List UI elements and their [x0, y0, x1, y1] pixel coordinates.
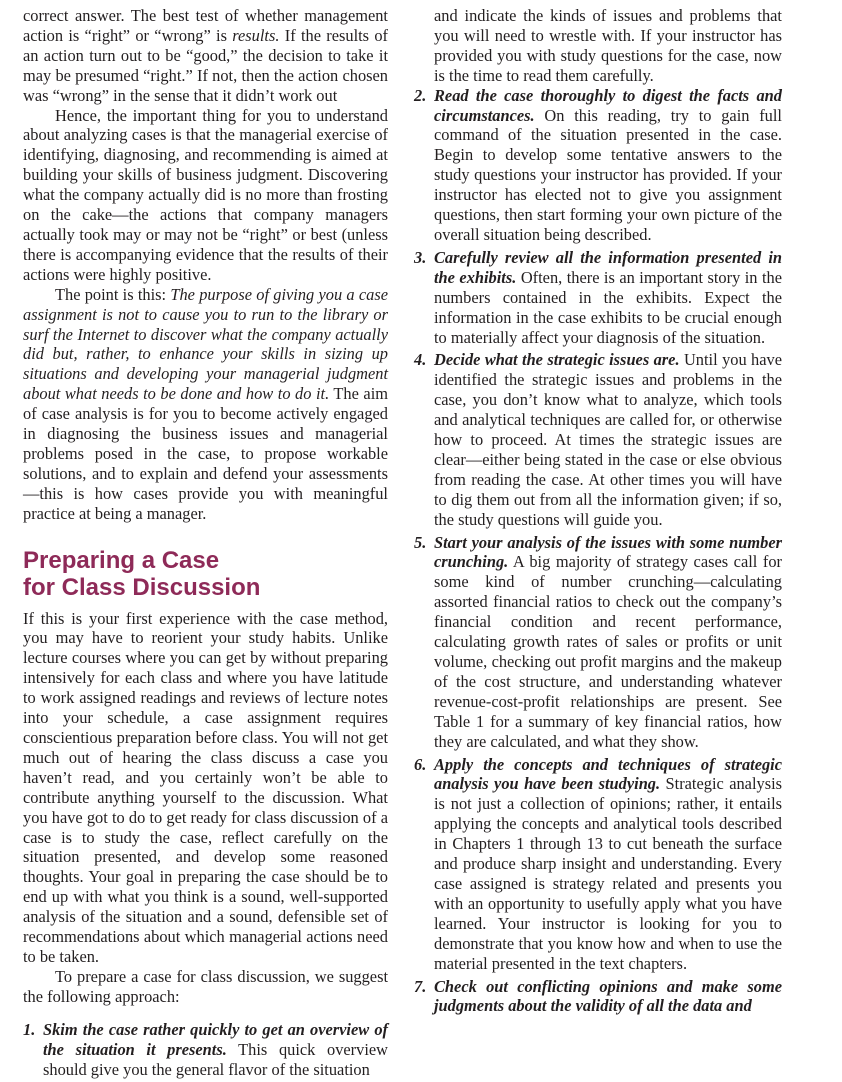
step-number: 3. [414, 247, 427, 267]
heading-line: for Class Discussion [23, 573, 261, 601]
text-span: correct answer. The best test of whether management action is “right” or “wrong” is [23, 6, 388, 45]
text-span: The point is this: [55, 284, 171, 304]
section-heading [23, 547, 388, 601]
step-item [414, 350, 782, 529]
step-number: 2. [414, 85, 427, 105]
step-title: Apply the concepts and techniques of strategic analysis you have been studying. [434, 754, 782, 794]
step-title: Read the case thoroughly to digest the facts and circumstances. [434, 85, 782, 125]
emphasis-text: results. [232, 25, 280, 45]
step-text: A big majority of strategy cases call for some kind of number crunching—calculating assorted financial ratios to check out the company’s financial condition and recent performance, calculating growth rates of sales or profits or unit volume, checking out profit margins and the makeup of the cost structure, and understanding whatever revenue-cost-profit relationships are present. See Table 1 for a summary of key financial ratios, how they are calculated, and what they show. [434, 552, 782, 751]
step-text: Often, there is an important story in the numbers contained in the exhibits. Expect the information in the case exhibits to be crucial enough to materially affect your diagnosis of the situation. [434, 267, 782, 347]
step-number: 7. [414, 976, 427, 996]
step-text: This quick overview should give you the general flavor of the situation [43, 1039, 388, 1079]
step-item [414, 86, 782, 245]
step-title: Carefully review all the information presented in the exhibits. [434, 247, 782, 287]
step-title: Skim the case rather quickly to get an overview of the situation it presents. [43, 1019, 388, 1059]
step-title: Decide what the strategic issues are. [434, 350, 680, 370]
step-number: 5. [414, 532, 427, 552]
emphasis-text: The purpose of giving you a case assignment is not to cause you to run to the library or surf the Internet to discover what the company actually did but, rather, to enhance your skills in sizing up situations and developing your managerial judgment about what needs to be done and how to do it. [23, 284, 388, 404]
text-span: If the results of an action turn out to be “good,” the decision to take it may be presumed “right.” If not, then the action chosen was “wrong” in the sense that it didn’t work out [23, 25, 388, 105]
step-text: On this reading, try to gain full command of the situation presented in the case. Begin to develop some tentative answers to the study questions your instructor has provided. If your instructor has elected not to give you assignment questions, then start forming your own picture of the overall situation being described. [434, 105, 782, 244]
heading-line: Preparing a Case [23, 546, 220, 574]
spacer [23, 1007, 388, 1020]
step-text: Strategic analysis is not just a collection of opinions; rather, it entails applying the concepts and analytical tools described in Chapters 1 through 13 to cut beneath the surface and produce sharp insight and understanding. Every case assigned is strategy related and presents you with an opportunity to usefully apply what you have learned. Your instructor is looking for you to demonstrate that you know how and when to use the material presented in the text chapters. [434, 774, 783, 973]
step-text: Until you have identified the strategic issues and problems in the case, you don’t know what to analyze, which tools and analytical techniques are called for, or otherwise how to proceed. At times the strategic issues are clear—either being stated in the case or else obvious from reading the case. At other times you will have to dig them out from all the information given; if so, the study questions will guide you. [434, 350, 782, 529]
text-span: The aim of case analysis is for you to become actively engaged in diagnosing the business issues and managerial problems posed in the case, to propose workable solutions, and to explain and defend your assessments—this is how cases provide you with meaningful practice at being a manager. [23, 384, 388, 523]
step-number: 4. [414, 350, 427, 370]
step-item [414, 248, 782, 348]
step-item [23, 1020, 388, 1080]
right-column [414, 6, 782, 1019]
paragraph [23, 6, 388, 106]
paragraph: If this is your first experience with the case method, you may have to reorient your study habits. Unlike lecture courses where you can get by without preparing intensively for each class and where you have latitude to work assigned readings and reviews of lecture notes into your schedule, a case assignment requires conscientious preparation before class. You will not get much out of hearing the class discuss a case you haven’t read, and you certainly won’t be able to contribute anything yourself to the discussion. What you have got to do to get ready for class discussion of a case is to study the case, reflect carefully on the situation presented, and develop some reasoned thoughts. Your goal in preparing the case should be to end up with what you think is a sound, well-supported analysis of the situation and a sound, defensible set of recommendations about which managerial actions need to be taken. [23, 608, 388, 966]
step-item [414, 977, 782, 1017]
paragraph: and indicate the kinds of issues and problems that you will need to wrestle with. If your instructor has provided you with study questions for the case, now is the time to read them carefully. [434, 6, 782, 85]
paragraph [23, 285, 388, 524]
paragraph: Hence, the important thing for you to understand about analyzing cases is that the managerial exercise of identifying, diagnosing, and recommending is aimed at building your skills of business judgment. Discovering what the company actually did is no more than frosting on the cake—the actions that company managers actually took may or may not be “right” or best (unless there is accompanying evidence that the results of their actions were highly positive. [23, 105, 388, 284]
step-title: Start your analysis of the issues with some number crunching. [434, 532, 782, 572]
step-item [414, 533, 782, 752]
left-column [23, 6, 388, 1082]
step-number: 6. [414, 754, 427, 774]
step-number: 1. [23, 1019, 36, 1039]
step-item [414, 755, 782, 974]
paragraph: To prepare a case for class discussion, we suggest the following approach: [23, 966, 388, 1006]
step-title: Check out conflicting opinions and make some judgments about the validity of all the data and [434, 976, 782, 1016]
